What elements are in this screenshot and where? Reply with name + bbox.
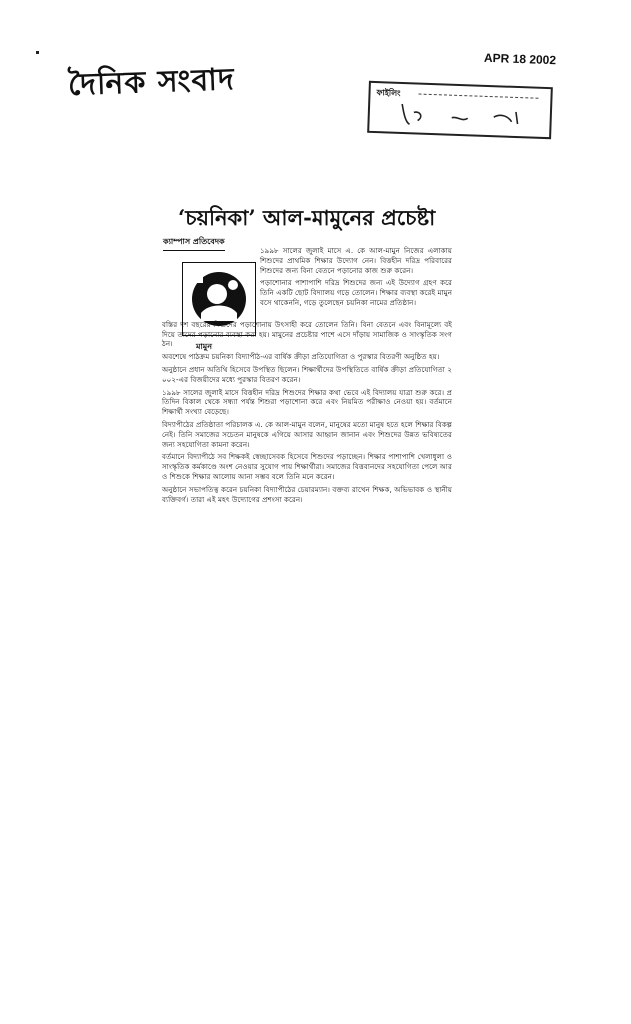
- article-paragraph: বিদ্যাপীঠের প্রতিষ্ঠাতা পরিচালক এ. কে আল-মামুন বলেন, মানুষের মতো মানুষ হতে হলে শিক্ষার বিকল্প নেই। তিনি সমাজের সচেতন মানুষকে এগিয়ে আসার আহ্বান জানান এবং শিশুদের উন্নত ভবিষ্যতের জন্য সহযোগিতা কামনা করেন।: [162, 419, 452, 449]
- byline: ক্যাম্পাস প্রতিবেদক: [163, 236, 225, 251]
- article-paragraph: অবশেষে পাঠক্রম চয়নিকা বিদ্যাপীঠ-এর বার্ষিক ক্রীড়া প্রতিযোগিতা ও পুরস্কার বিতরণী অনুষ্ঠিত হয়।: [162, 352, 440, 362]
- scan-speck: [36, 51, 39, 54]
- date-stamp: APR 18 2002: [483, 50, 557, 68]
- newspaper-masthead: দৈনিক সংবাদ: [67, 62, 236, 103]
- article-paragraph: ১৯৯৮ সালের জুলাই মাসে বিত্তহীন দরিদ্র শিশুদের শিক্ষার কথা ভেবে এই বিদ্যালয় যাত্রা শুরু করে। প্রতিদিন বিকাল থেকে সন্ধ্যা পর্যন্ত শিশুরা পড়াশোনা করে এবং নিয়মিত পরীক্ষাও নেওয়া হয়। বর্তমানে শিক্ষার্থী সংখ্যা বেড়েছে।: [162, 387, 452, 417]
- filing-stamp-line: [419, 94, 539, 99]
- article-paragraph: ১৯৯৮ সালের জুলাই মাসে এ. কে আল-মামুন নিজের এলাকায় শিশুদের প্রাথমিক শিক্ষার উদ্যোগ নেন। বিত্তহীন দরিদ্র পরিবারের শিশুদের জন্য বিনা বেতনে পড়ানোর কাজ শুরু করেন।: [260, 246, 452, 275]
- filing-stamp: [367, 81, 553, 139]
- article-paragraph: অনুষ্ঠানে সভাপতিত্ব করেন চয়নিকা বিদ্যাপীঠের চেয়ারম্যান। বক্তব্য রাখেন শিক্ষক, অভিভাবক ও স্থানীয় ব্যক্তিবর্গ। তারা এই মহৎ উদ্যোগের প্রশংসা করেন।: [162, 484, 452, 504]
- handwritten-signature: [393, 98, 534, 133]
- article-paragraph: বস্তির দশ বছরের শিশুদের পড়াশোনায় উৎসাহী করে তোলেন তিনি। বিনা বেতনে এবং বিনামূল্যে বই দিয়ে তাদের পড়ানোর ব্যবস্থা করা হয়। মামুনের প্রচেষ্টার পাশে এসে দাঁড়ায় সামাজিক ও সাংস্কৃতিক সংগঠন।: [162, 319, 452, 349]
- filing-stamp-label: ফাইলিং: [376, 88, 401, 98]
- article-headline: ‘চয়নিকা’ আল-মামুনের প্রচেষ্টা: [178, 205, 436, 230]
- article-paragraph: বর্তমানে বিদ্যাপীঠে সব শিক্ষকই স্বেচ্ছাসেবক হিসেবে শিশুদের পড়াচ্ছেন। শিক্ষার পাশাপাশি খেলাধুলা ও সাংস্কৃতিক কর্মকাণ্ডে অংশ নেওয়ার সুযোগ পায় শিক্ষার্থীরা। সমাজের বিত্তবানদের সহযোগিতা পেলে আরও শিশুকে শিক্ষার আলোয় আনা সম্ভব বলে তিনি মনে করেন।: [162, 452, 453, 481]
- article-paragraph: পড়াশোনার পাশাপাশি দরিদ্র শিশুদের জন্য এই উদ্যোগ গ্রহণ করে তিনি একটি ছোট বিদ্যালয় গড়ে তোলেন। শিক্ষার ব্যবস্থা করেই মামুন বসে থাকেননি, গড়ে তুলেছেন চয়নিকা নামের প্রতিষ্ঠান।: [260, 278, 452, 307]
- article-body: [162, 246, 452, 976]
- article-paragraph: অনুষ্ঠানে প্রধান অতিথি হিসেবে উপস্থিত ছিলেন। শিক্ষার্থীদের উপস্থিতিতে বার্ষিক ক্রীড়া প্রতিযোগিতা ২০০২-এর বিজয়ীদের মধ্যে পুরস্কার বিতরণ করেন।: [162, 364, 452, 384]
- photo-caption: মামুন: [196, 342, 212, 351]
